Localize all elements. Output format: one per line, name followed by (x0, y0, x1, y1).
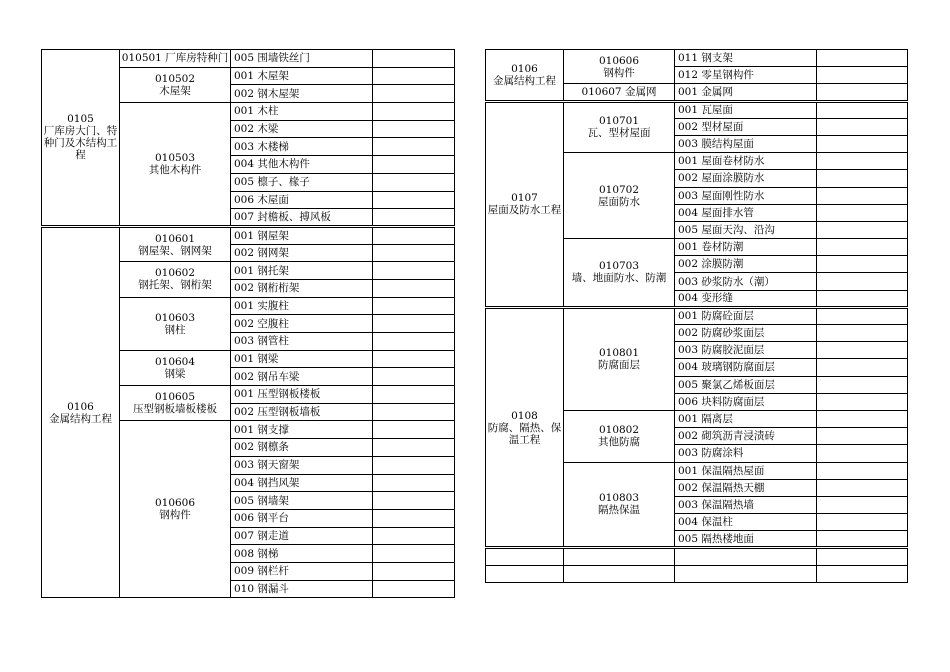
blank-cell (817, 376, 908, 393)
subsection-cell (120, 297, 231, 350)
subsection-cell (120, 350, 231, 385)
subsection-cell (564, 153, 675, 239)
blank-cell (373, 333, 455, 351)
blank-cell (373, 244, 455, 262)
blank-cell (817, 462, 908, 479)
subsection-code: 010502 (154, 72, 196, 85)
blank-cell (817, 84, 908, 101)
blank-cell (817, 428, 908, 445)
blank-cell (373, 492, 455, 510)
subsection-name: 钢梁 (164, 367, 186, 380)
subsection-cell (564, 101, 675, 153)
section-cell (486, 307, 564, 548)
section-name: 厂库房大门、特种门及木结构工程 (43, 125, 118, 162)
blank-cell (373, 368, 455, 386)
subsection-code: 010803 (598, 492, 640, 505)
subsection-cell (564, 410, 675, 462)
item-cell: 001 钢梁 (231, 350, 373, 368)
table-row (42, 226, 455, 244)
item-cell: 003 屋面刚性防水 (675, 187, 817, 204)
subsection-name: 钢构件 (603, 66, 635, 79)
item-cell: 002 型材屋面 (675, 118, 817, 135)
table-row (42, 50, 455, 68)
item-cell: 001 压型钢板楼板 (231, 386, 373, 404)
blank-cell (817, 118, 908, 135)
blank-cell (373, 50, 455, 68)
blank-cell (817, 221, 908, 238)
item-cell: 002 空腹柱 (231, 315, 373, 333)
blank-cell (817, 393, 908, 410)
subsection-cell (564, 84, 675, 101)
item-cell: 003 钢管柱 (231, 333, 373, 351)
blank-cell (373, 209, 455, 227)
subsection-name: 钢屋架、钢网架 (138, 244, 212, 257)
blank-cell (373, 120, 455, 138)
item-cell: 005 聚氯乙烯板面层 (675, 376, 817, 393)
item-cell: 009 钢栏杆 (231, 562, 373, 580)
subsection-cell (564, 462, 675, 548)
item-cell: 005 檩子、椽子 (231, 173, 373, 191)
blank-cell (817, 531, 908, 548)
subsection-name: 钢构件 (159, 509, 191, 522)
blank-cell (373, 85, 455, 103)
right-table-body (486, 50, 908, 583)
empty-cell (817, 565, 908, 582)
item-cell: 004 玻璃钢防腐面层 (675, 359, 817, 376)
section-cell (42, 50, 120, 227)
item-cell: 005 屋面天沟、沿沟 (675, 221, 817, 238)
subsection-cell (120, 103, 231, 227)
blank-cell (373, 509, 455, 527)
item-cell: 004 钢挡风架 (231, 474, 373, 492)
item-cell: 001 瓦屋面 (675, 101, 817, 118)
table-row (486, 50, 908, 67)
item-cell: 004 其他木构件 (231, 156, 373, 174)
item-cell: 002 钢桁桁架 (231, 279, 373, 297)
blank-cell (373, 474, 455, 492)
empty-cell (486, 565, 564, 582)
section-name: 金属结构工程 (493, 74, 556, 87)
item-cell: 002 钢檩条 (231, 439, 373, 457)
blank-cell (373, 456, 455, 474)
blank-cell (373, 173, 455, 191)
section-cell (486, 50, 564, 102)
item-cell: 001 保温隔热屋面 (675, 462, 817, 479)
blank-cell (373, 156, 455, 174)
item-cell: 003 防腐涂料 (675, 445, 817, 462)
section-code: 0106 (511, 62, 538, 75)
subsection-name: 木屋架 (159, 84, 191, 97)
section-code: 0107 (511, 192, 538, 205)
empty-cell (486, 548, 564, 565)
blank-cell (373, 403, 455, 421)
item-cell: 008 钢梯 (231, 545, 373, 563)
blank-cell (817, 187, 908, 204)
section-cell (42, 226, 120, 597)
empty-cell (564, 565, 675, 582)
empty-cell (675, 548, 817, 565)
blank-cell (817, 290, 908, 307)
blank-cell (817, 307, 908, 324)
blank-cell (817, 67, 908, 84)
subsection-cell (120, 262, 231, 297)
item-cell: 003 钢天窗架 (231, 456, 373, 474)
blank-cell (373, 545, 455, 563)
blank-cell (817, 153, 908, 170)
item-cell: 011 钢支架 (675, 50, 817, 67)
empty-cell (564, 548, 675, 565)
item-cell: 005 围墙铁丝门 (231, 50, 373, 68)
blank-cell (817, 101, 908, 118)
item-cell: 002 钢木屋架 (231, 85, 373, 103)
subsection-code: 010701 (598, 115, 640, 128)
item-cell: 002 防腐砂浆面层 (675, 325, 817, 342)
subsection-cell (564, 50, 675, 84)
empty-row (486, 548, 908, 565)
item-cell: 005 隔热楼地面 (675, 531, 817, 548)
blank-cell (817, 325, 908, 342)
subsection-code: 010603 (154, 311, 196, 324)
subsection-code: 010501 (121, 52, 162, 65)
subsection-name: 压型钢板墙板楼板 (133, 403, 217, 416)
subsection-code: 010601 (154, 232, 196, 245)
subsection-name: 钢托架、钢桁架 (138, 279, 212, 292)
item-cell: 006 钢平台 (231, 509, 373, 527)
blank-cell (817, 342, 908, 359)
subsection-name: 钢柱 (164, 323, 186, 336)
section-name: 防腐、隔热、保温工程 (487, 421, 562, 446)
blank-cell (373, 580, 455, 598)
blank-cell (373, 421, 455, 439)
item-cell: 001 卷材防潮 (675, 239, 817, 256)
item-cell: 001 钢支撑 (231, 421, 373, 439)
blank-cell (373, 279, 455, 297)
subsection-cell (120, 421, 231, 598)
item-cell: 012 零星钢构件 (675, 67, 817, 84)
blank-cell (373, 350, 455, 368)
blank-cell (817, 50, 908, 67)
subsection-code: 010606 (154, 497, 196, 510)
item-cell: 007 钢走道 (231, 527, 373, 545)
empty-cell (675, 565, 817, 582)
right-code-table (485, 49, 908, 583)
blank-cell (817, 239, 908, 256)
section-code: 0106 (67, 400, 94, 413)
subsection-cell (120, 226, 231, 261)
item-cell: 002 涂膜防潮 (675, 256, 817, 273)
item-cell: 004 保温柱 (675, 514, 817, 531)
blank-cell (373, 191, 455, 209)
subsection-code: 010702 (598, 183, 640, 196)
item-cell: 002 钢网架 (231, 244, 373, 262)
subsection-code: 010602 (154, 267, 196, 280)
subsection-name: 瓦、型材屋面 (587, 127, 651, 140)
item-cell: 004 变形缝 (675, 290, 817, 307)
item-cell: 006 块料防腐面层 (675, 393, 817, 410)
blank-cell (373, 103, 455, 121)
left-table-body (42, 50, 455, 598)
blank-cell (817, 359, 908, 376)
item-cell: 002 钢吊车梁 (231, 368, 373, 386)
item-cell: 002 保温隔热天棚 (675, 479, 817, 496)
subsection-cell (120, 50, 231, 68)
item-cell: 007 封檐板、搏风板 (231, 209, 373, 227)
section-cell (486, 101, 564, 307)
item-cell: 001 木屋架 (231, 67, 373, 85)
section-name: 金属结构工程 (49, 412, 112, 425)
blank-cell (817, 410, 908, 427)
blank-cell (817, 479, 908, 496)
subsection-name: 屋面防水 (598, 195, 640, 208)
item-cell: 010 钢漏斗 (231, 580, 373, 598)
item-cell: 002 木梁 (231, 120, 373, 138)
subsection-name: 厂库房特种门 (165, 52, 229, 65)
left-code-table (41, 49, 455, 598)
section-code: 0105 (67, 113, 94, 126)
subsection-name: 其他木构件 (148, 163, 202, 176)
subsection-code: 010606 (598, 54, 640, 67)
blank-cell (373, 386, 455, 404)
table-row (486, 307, 908, 324)
blank-cell (373, 262, 455, 280)
empty-cell (817, 548, 908, 565)
item-cell: 001 隔离层 (675, 410, 817, 427)
blank-cell (373, 527, 455, 545)
item-cell: 004 屋面排水管 (675, 204, 817, 221)
blank-cell (817, 496, 908, 513)
subsection-code: 010607 (581, 85, 622, 98)
blank-cell (373, 562, 455, 580)
item-cell: 001 钢托架 (231, 262, 373, 280)
blank-cell (373, 297, 455, 315)
blank-cell (817, 256, 908, 273)
blank-cell (817, 135, 908, 152)
item-cell: 003 砂浆防水（潮） (675, 273, 817, 290)
item-cell: 002 砌筑沥青浸渍砖 (675, 428, 817, 445)
subsection-cell (564, 239, 675, 308)
item-cell: 003 木楼梯 (231, 138, 373, 156)
section-name: 屋面及防水工程 (487, 204, 562, 217)
subsection-code: 010802 (598, 424, 640, 437)
item-cell: 001 防腐砼面层 (675, 307, 817, 324)
subsection-code: 010503 (154, 151, 196, 164)
item-cell: 003 保温隔热墙 (675, 496, 817, 513)
subsection-cell (564, 307, 675, 410)
item-cell: 003 膜结构屋面 (675, 135, 817, 152)
blank-cell (817, 273, 908, 290)
item-cell: 006 木屋面 (231, 191, 373, 209)
item-cell: 003 防腐胶泥面层 (675, 342, 817, 359)
subsection-code: 010703 (598, 260, 640, 273)
subsection-name: 金属网 (624, 85, 657, 98)
item-cell: 001 钢屋架 (231, 226, 373, 244)
blank-cell (373, 315, 455, 333)
blank-cell (817, 514, 908, 531)
blank-cell (817, 445, 908, 462)
empty-row (486, 565, 908, 582)
blank-cell (373, 439, 455, 457)
item-cell: 001 屋面卷材防水 (675, 153, 817, 170)
item-cell: 001 木柱 (231, 103, 373, 121)
blank-cell (373, 67, 455, 85)
item-cell: 001 金属网 (675, 84, 817, 101)
subsection-code: 010801 (598, 347, 640, 360)
subsection-code: 010604 (154, 355, 196, 368)
item-cell: 001 实腹柱 (231, 297, 373, 315)
blank-cell (817, 170, 908, 187)
table-row (486, 101, 908, 118)
item-cell: 005 钢墙架 (231, 492, 373, 510)
subsection-name: 其他防腐 (598, 436, 640, 449)
subsection-code: 010605 (154, 391, 196, 404)
blank-cell (817, 204, 908, 221)
blank-cell (373, 226, 455, 244)
subsection-name: 墙、地面防水、防潮 (571, 272, 667, 285)
subsection-cell (120, 67, 231, 102)
blank-cell (373, 138, 455, 156)
subsection-name: 防腐面层 (598, 359, 640, 372)
subsection-cell (120, 386, 231, 421)
item-cell: 002 压型钢板墙板 (231, 403, 373, 421)
section-code: 0108 (511, 409, 538, 422)
subsection-name: 隔热保温 (598, 504, 640, 517)
item-cell: 002 屋面涂膜防水 (675, 170, 817, 187)
